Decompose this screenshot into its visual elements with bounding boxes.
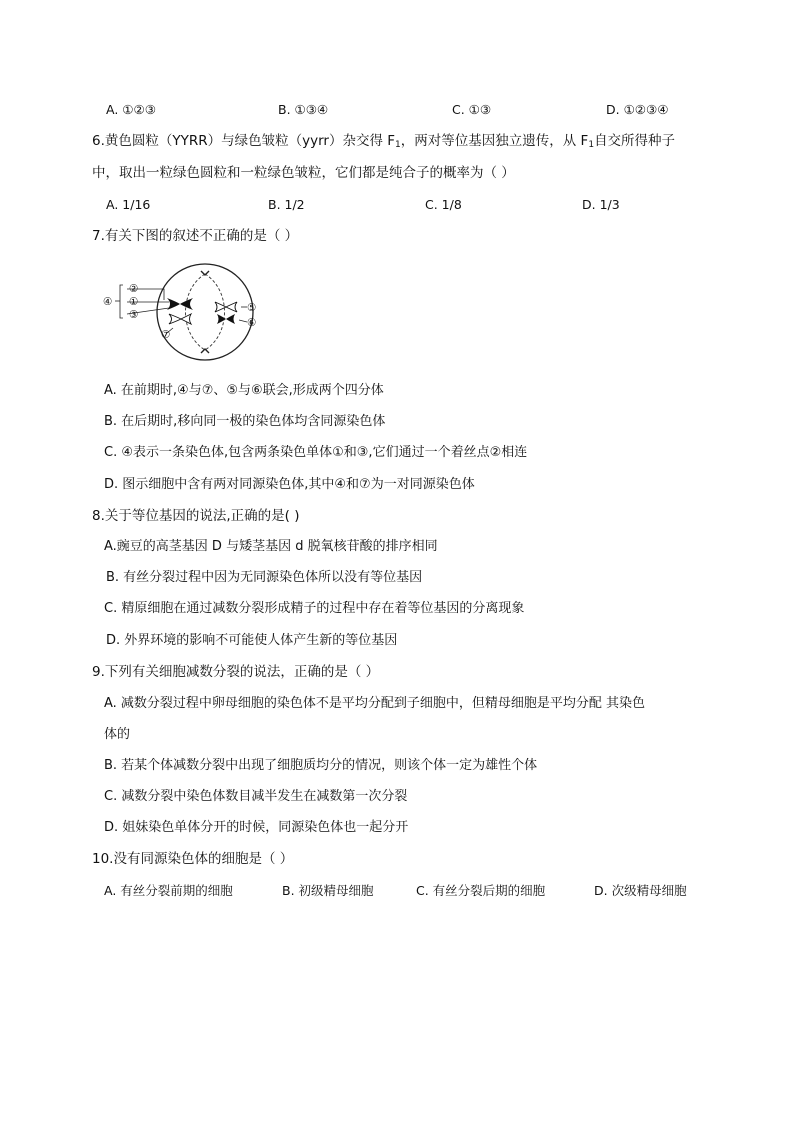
q9-stem: 9.下列有关细胞减数分裂的说法，正确的是（ ） (92, 664, 380, 680)
q8-option-d: D. 外界环境的影响不可能使人体产生新的等位基因 (106, 633, 398, 648)
chromosome-7 (169, 314, 191, 324)
q7-stem: 7.有关下图的叙述不正确的是（ ） (92, 228, 299, 244)
cell-membrane (157, 264, 253, 360)
q9-option-b: B. 若某个体减数分裂中出现了细胞质均分的情况，则该个体一定为雄性个体 (104, 758, 538, 773)
q5-option-d: D. ①②③④ (606, 102, 669, 117)
q10-option-b: B. 初级精母细胞 (282, 883, 374, 898)
q10-option-d: D. 次级精母细胞 (594, 883, 687, 898)
q10-stem: 10.没有同源染色体的细胞是（ ） (92, 851, 294, 867)
centrosome-top (201, 271, 209, 275)
q6-stem-line1: 6.黄色圆粒（YYRR）与绿色皱粒（yyrr）杂交得 $F_1$，两对等位基因独立遗传，从 $F_1$自交所得种子 (92, 133, 676, 150)
q8-option-a: A.豌豆的高茎基因 D 与矮茎基因 d 脱氧核苷酸的排序相同 (104, 539, 438, 554)
q6-option-d: D. 1/3 (582, 197, 620, 212)
label-1: ① (129, 296, 139, 308)
chromosome-6 (217, 314, 235, 324)
q8-option-c: C. 精原细胞在通过减数分裂形成精子的过程中存在着等位基因的分离现象 (104, 601, 525, 616)
label-2: ② (129, 283, 139, 295)
q9-option-a-line2: 体的 (104, 727, 131, 742)
q8-stem: 8.关于等位基因的说法,正确的是( ) (92, 508, 300, 524)
spindle-fiber-right (205, 274, 225, 350)
q9-option-a-line1: A. 减数分裂过程中卵母细胞的染色体不是平均分配到子细胞中，但精母细胞是平均分配 其染色 (104, 696, 646, 711)
q10-option-c: C. 有丝分裂后期的细胞 (416, 883, 546, 898)
q7-option-a: A. 在前期时,④与⑦、⑤与⑥联会,形成两个四分体 (104, 383, 384, 398)
q6-option-a: A. 1/16 (106, 197, 151, 212)
label-7: ⑦ (161, 329, 171, 341)
q7-option-c: C. ④表示一条染色体,包含两条染色单体①和③,它们通过一个着丝点②相连 (104, 445, 528, 460)
chromosome-4 (167, 298, 193, 310)
centrosome-bottom (201, 349, 209, 353)
q5-option-a: A. ①②③ (106, 102, 156, 117)
q6-option-c: C. 1/8 (425, 197, 462, 212)
q5-option-c: C. ①③ (452, 102, 492, 117)
q9-option-c: C. 减数分裂中染色体数目减半发生在减数第一次分裂 (104, 789, 408, 804)
chromosome-5 (215, 302, 237, 312)
cell-division-diagram (103, 262, 277, 372)
label-6: ⑥ (247, 317, 257, 329)
q7-option-d: D. 图示细胞中含有两对同源染色体,其中④和⑦为一对同源染色体 (104, 477, 475, 492)
q10-option-a: A. 有丝分裂前期的细胞 (104, 883, 233, 898)
spindle-fiber-left (186, 274, 206, 350)
label-3: ③ (129, 309, 139, 321)
q7-option-b: B. 在后期时,移向同一极的染色体均含同源染色体 (104, 414, 386, 429)
q5-option-b: B. ①③④ (278, 102, 329, 117)
q8-option-b: B. 有丝分裂过程中因为无同源染色体所以没有等位基因 (106, 570, 423, 585)
label-4: ④ (103, 296, 113, 308)
label-5: ⑤ (247, 302, 257, 314)
q6-option-b: B. 1/2 (268, 197, 305, 212)
q6-stem-line2: 中，取出一粒绿色圆粒和一粒绿色皱粒，它们都是纯合子的概率为（ ） (92, 165, 515, 181)
q9-option-d: D. 姐妹染色单体分开的时候，同源染色体也一起分开 (104, 820, 409, 835)
